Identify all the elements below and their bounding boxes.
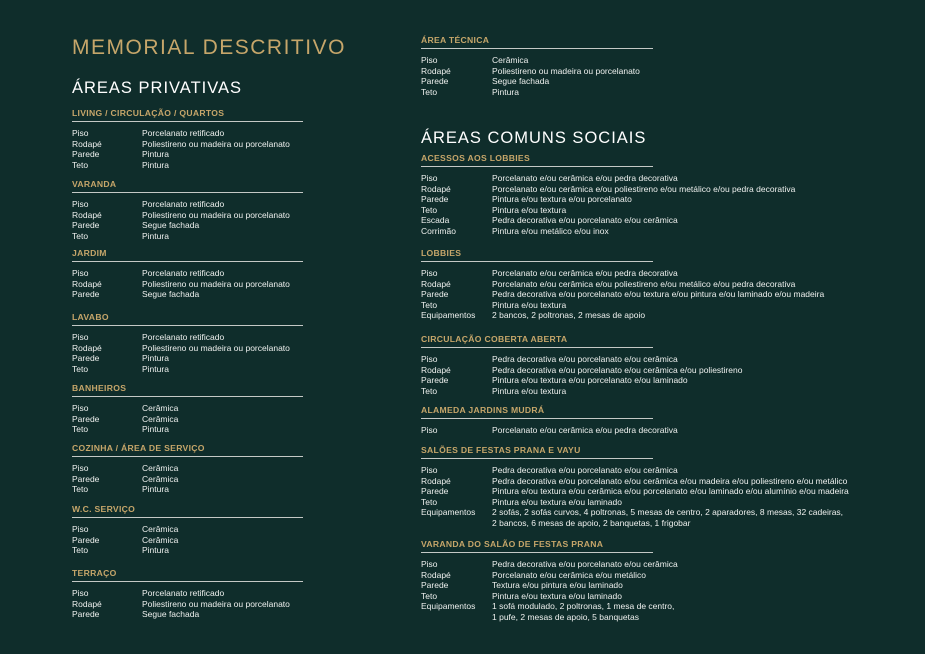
section-divider (421, 261, 653, 262)
spec-row (421, 601, 678, 622)
spec-row (421, 300, 824, 311)
main-title: MEMORIAL DESCRITIVO (72, 36, 346, 59)
section-title: JARDIM (72, 248, 107, 258)
spec-row (72, 474, 303, 485)
spec-value: Pintura (142, 159, 169, 170)
spec-value: Porcelanato e/ou cerâmica e/ou poliestireno e/ou metálico e/ou pedra decorativa (492, 278, 796, 289)
spec-section (72, 443, 303, 495)
spec-value: Pedra decorativa e/ou porcelanato e/ou textura e/ou pintura e/ou laminado e/ou madeira (492, 289, 825, 299)
spec-value: Porcelanato retificado (142, 588, 225, 598)
spec-value: Pintura e/ou textura e/ou porcelanato e/ou laminado (492, 375, 688, 385)
spec-label: Rodapé (421, 475, 451, 486)
spec-row (421, 580, 678, 591)
spec-row (421, 476, 849, 487)
spec-section (72, 248, 303, 300)
section-title: SALÕES DE FESTAS PRANA E VAYU (421, 445, 581, 455)
spec-row (421, 289, 824, 300)
spec-value: Cerâmica (142, 463, 179, 473)
section-divider (421, 166, 653, 167)
spec-value: Porcelanato e/ou cerâmica e/ou poliestireno e/ou metálico e/ou pedra decorativa (492, 183, 796, 194)
spec-label: Rodapé (72, 342, 102, 353)
section-title: TERRAÇO (72, 568, 117, 578)
spec-row (421, 354, 742, 365)
spec-label: Piso (421, 55, 438, 65)
spec-row (72, 231, 303, 242)
spec-section (72, 108, 303, 170)
spec-row (72, 332, 303, 343)
spec-row (72, 160, 303, 171)
spec-value: Poliestireno ou madeira ou porcelanato (142, 278, 290, 289)
spec-row (421, 76, 653, 87)
spec-value: Segue fachada (492, 76, 550, 86)
section-divider (72, 396, 303, 397)
spec-row (421, 570, 678, 581)
spec-list (421, 465, 849, 528)
spec-value: Cerâmica (142, 403, 179, 413)
spec-section (421, 248, 824, 321)
spec-value: Pintura e/ou textura (492, 204, 567, 215)
spec-value: Pedra decorativa e/ou porcelanato e/ou cerâmica (492, 354, 678, 364)
spec-label: Rodapé (421, 183, 451, 194)
spec-list (72, 588, 303, 620)
spec-value: Porcelanato e/ou cerâmica e/ou pedra decorativa (492, 173, 678, 183)
spec-section (72, 179, 303, 241)
spec-label: Piso (72, 403, 89, 413)
section-title: VARANDA DO SALÃO DE FESTAS PRANA (421, 539, 604, 549)
spec-value: Pintura (142, 363, 169, 374)
spec-row (72, 524, 303, 535)
spec-value: Pintura (142, 424, 169, 434)
spec-list (72, 128, 303, 170)
spec-value: Pintura (142, 230, 169, 241)
spec-row (421, 184, 795, 195)
spec-row (421, 194, 795, 205)
section-title: ACESSOS AOS LOBBIES (421, 153, 531, 163)
spec-value: Pintura (492, 86, 519, 97)
spec-label: Parede (72, 534, 100, 545)
spec-label: Equipamentos (421, 601, 476, 611)
spec-label: Piso (72, 199, 89, 209)
spec-label: Parede (421, 76, 449, 86)
spec-label: Rodapé (421, 364, 451, 375)
spec-label: Teto (421, 299, 438, 310)
spec-list (421, 354, 742, 396)
spec-label: Piso (421, 173, 438, 183)
spec-value: Pintura (142, 484, 169, 494)
spec-label: Teto (72, 159, 89, 170)
spec-value: Pedra decorativa e/ou porcelanato e/ou cerâmica e/ou madeira e/ou poliestireno e/ou metálico (492, 475, 848, 486)
spec-label: Teto (72, 363, 89, 374)
spec-value: Pedra decorativa e/ou porcelanato e/ou cerâmica e/ou poliestireno (492, 364, 743, 375)
spec-label: Piso (421, 354, 438, 364)
spec-label: Equipamentos (421, 507, 476, 517)
spec-label: Piso (72, 463, 89, 473)
spec-section (421, 405, 678, 436)
spec-row (72, 210, 303, 221)
section-title: COZINHA / ÁREA DE SERVIÇO (72, 443, 205, 453)
spec-label: Parede (72, 353, 100, 363)
spec-row (72, 199, 303, 210)
spec-label: Piso (72, 588, 89, 598)
spec-value: Segue fachada (142, 220, 200, 230)
spec-row (421, 173, 795, 184)
spec-section (421, 153, 795, 236)
spec-value: Segue fachada (142, 609, 200, 619)
spec-row (72, 128, 303, 139)
spec-row (72, 220, 303, 231)
spec-row (421, 55, 653, 66)
spec-label: Equipamentos (421, 310, 476, 320)
spec-list (72, 463, 303, 495)
spec-value: Cerâmica (142, 534, 179, 545)
spec-row (421, 66, 653, 77)
spec-row (72, 289, 303, 300)
spec-list (72, 332, 303, 374)
section-title: W.C. SERVIÇO (72, 504, 136, 514)
spec-label: Piso (421, 559, 438, 569)
spec-label: Teto (72, 545, 89, 555)
spec-section (421, 35, 653, 97)
section-divider (72, 325, 303, 326)
spec-label: Rodapé (72, 138, 102, 149)
spec-label: Parede (72, 220, 100, 230)
spec-row (421, 497, 849, 508)
spec-label: Piso (72, 268, 89, 278)
spec-value: Textura e/ou pintura e/ou laminado (492, 580, 623, 590)
section-title: ÁREA TÉCNICA (421, 35, 490, 45)
spec-label: Teto (421, 86, 438, 97)
spec-label: Piso (421, 425, 438, 435)
spec-list (72, 524, 303, 556)
spec-value: Poliestireno ou madeira ou porcelanato (142, 598, 290, 609)
spec-label: Parede (421, 194, 449, 204)
spec-label: Teto (72, 230, 89, 241)
section-divider (72, 517, 303, 518)
spec-label: Teto (72, 424, 89, 434)
spec-value: Poliestireno ou madeira ou porcelanato (492, 65, 640, 76)
spec-list (421, 559, 678, 622)
spec-label: Teto (72, 484, 89, 494)
spec-value: 2 sofás, 2 sofás curvos, 4 poltronas, 5 mesas de centro, 2 aparadores, 8 mesas, 32 cadeiras, 2 bancos, 6 mesas de apoio, 2 banquetas, 1 frigobar (492, 507, 844, 528)
spec-list (421, 173, 795, 236)
section-divider (72, 456, 303, 457)
spec-value: Porcelanato e/ou cerâmica e/ou pedra decorativa (492, 268, 678, 278)
spec-value: Pedra decorativa e/ou porcelanato e/ou cerâmica (492, 215, 678, 225)
spec-value: Cerâmica (142, 473, 179, 484)
spec-row (72, 484, 303, 495)
spec-row (421, 215, 795, 226)
spec-row (72, 364, 303, 375)
section-divider (72, 121, 303, 122)
spec-row (421, 375, 742, 386)
spec-section (72, 312, 303, 374)
section-title: BANHEIROS (72, 383, 127, 393)
spec-label: Teto (421, 590, 438, 601)
section-divider (72, 261, 303, 262)
spec-row (421, 310, 824, 321)
spec-row (72, 424, 303, 435)
spec-row (72, 139, 303, 150)
spec-row (72, 268, 303, 279)
spec-value: Porcelanato retificado (142, 128, 225, 138)
spec-row (421, 268, 824, 279)
spec-value: 2 bancos, 2 poltronas, 2 mesas de apoio (492, 310, 646, 320)
spec-section (421, 334, 742, 396)
section-title: ALAMEDA JARDINS MUDRÁ (421, 405, 545, 415)
spec-value: Poliestireno ou madeira ou porcelanato (142, 209, 290, 220)
section-title: LOBBIES (421, 248, 462, 258)
spec-label: Corrimão (421, 225, 456, 236)
section-title: LAVABO (72, 312, 109, 322)
spec-row (421, 87, 653, 98)
comuns-heading: ÁREAS COMUNS SOCIAIS (421, 129, 647, 147)
spec-label: Parede (72, 609, 100, 619)
section-divider (421, 418, 653, 419)
spec-row (421, 507, 849, 528)
section-divider (421, 48, 653, 49)
privativas-heading: ÁREAS PRIVATIVAS (72, 79, 243, 97)
spec-value: Pintura e/ou textura e/ou laminado (492, 590, 622, 601)
spec-value: Pintura (142, 149, 169, 159)
spec-value: Porcelanato retificado (142, 199, 225, 209)
spec-label: Parede (421, 580, 449, 590)
spec-value: Cerâmica (142, 413, 179, 424)
spec-row (72, 149, 303, 160)
spec-label: Rodapé (72, 209, 102, 220)
spec-row (421, 205, 795, 216)
spec-value: Porcelanato e/ou cerâmica e/ou metálico (492, 569, 647, 580)
spec-value: Pintura e/ou textura (492, 385, 567, 396)
spec-row (421, 591, 678, 602)
spec-label: Parede (72, 473, 100, 484)
spec-list (421, 55, 653, 97)
spec-label: Rodapé (72, 278, 102, 289)
spec-value: Pintura e/ou textura e/ou laminado (492, 496, 622, 507)
spec-label: Piso (421, 268, 438, 278)
spec-label: Rodapé (421, 65, 451, 76)
spec-list (72, 403, 303, 435)
spec-label: Teto (421, 385, 438, 396)
spec-value: Pintura e/ou textura e/ou porcelanato (492, 194, 632, 204)
spec-section (421, 445, 849, 528)
spec-value: Pintura (142, 353, 169, 363)
spec-value: 1 sofá modulado, 2 poltronas, 1 mesa de centro, 1 pufe, 2 mesas de apoio, 5 banquetas (492, 601, 675, 622)
spec-row (72, 599, 303, 610)
spec-value: Pintura e/ou metálico e/ou inox (492, 225, 609, 236)
spec-label: Rodapé (421, 569, 451, 580)
spec-row (72, 545, 303, 556)
spec-label: Parede (72, 289, 100, 299)
spec-value: Pedra decorativa e/ou porcelanato e/ou cerâmica (492, 559, 678, 569)
spec-value: Pintura (142, 545, 169, 555)
spec-row (421, 279, 824, 290)
spec-value: Pintura e/ou textura (492, 299, 567, 310)
spec-list (72, 199, 303, 241)
section-divider (421, 552, 653, 553)
spec-label: Piso (72, 332, 89, 342)
spec-label: Parede (72, 413, 100, 424)
spec-value: Pintura e/ou textura e/ou cerâmica e/ou porcelanato e/ou laminado e/ou alumínio e/ou madeira (492, 486, 849, 496)
spec-row (72, 535, 303, 546)
spec-row (421, 226, 795, 237)
section-divider (421, 347, 653, 348)
spec-row (72, 588, 303, 599)
spec-value: Pedra decorativa e/ou porcelanato e/ou cerâmica (492, 465, 678, 475)
section-divider (72, 581, 303, 582)
section-title: VARANDA (72, 179, 117, 189)
spec-label: Piso (72, 524, 89, 534)
spec-value: Poliestireno ou madeira ou porcelanato (142, 342, 290, 353)
spec-label: Teto (421, 496, 438, 507)
spec-label: Piso (421, 465, 438, 475)
spec-row (72, 463, 303, 474)
spec-value: Poliestireno ou madeira ou porcelanato (142, 138, 290, 149)
spec-list (72, 268, 303, 300)
spec-section (72, 568, 303, 620)
section-title: CIRCULAÇÃO COBERTA ABERTA (421, 334, 568, 344)
section-divider (72, 192, 303, 193)
spec-label: Escada (421, 215, 450, 225)
section-title: LIVING / CIRCULAÇÃO / QUARTOS (72, 108, 225, 118)
spec-section (72, 504, 303, 556)
spec-value: Porcelanato retificado (142, 332, 225, 342)
spec-label: Piso (72, 128, 89, 138)
spec-label: Rodapé (421, 278, 451, 289)
spec-value: Cerâmica (142, 524, 179, 534)
spec-label: Parede (72, 149, 100, 159)
spec-label: Rodapé (72, 598, 102, 609)
section-divider (421, 458, 653, 459)
spec-row (72, 403, 303, 414)
spec-row (72, 353, 303, 364)
spec-value: Porcelanato retificado (142, 268, 225, 278)
spec-row (421, 486, 849, 497)
spec-label: Parede (421, 375, 449, 385)
spec-row (72, 279, 303, 290)
spec-value: Porcelanato e/ou cerâmica e/ou pedra decorativa (492, 425, 678, 435)
spec-list (421, 268, 824, 321)
spec-value: Segue fachada (142, 289, 200, 299)
spec-row (72, 609, 303, 620)
spec-row (72, 343, 303, 354)
spec-section (72, 383, 303, 435)
spec-row (72, 414, 303, 425)
spec-label: Parede (421, 289, 449, 299)
spec-row (421, 386, 742, 397)
spec-row (421, 425, 678, 436)
spec-row (421, 465, 849, 476)
spec-value: Cerâmica (492, 55, 529, 65)
spec-label: Parede (421, 486, 449, 496)
spec-label: Teto (421, 204, 438, 215)
spec-row (421, 365, 742, 376)
spec-row (421, 559, 678, 570)
spec-section (421, 539, 678, 622)
spec-list (421, 425, 678, 436)
